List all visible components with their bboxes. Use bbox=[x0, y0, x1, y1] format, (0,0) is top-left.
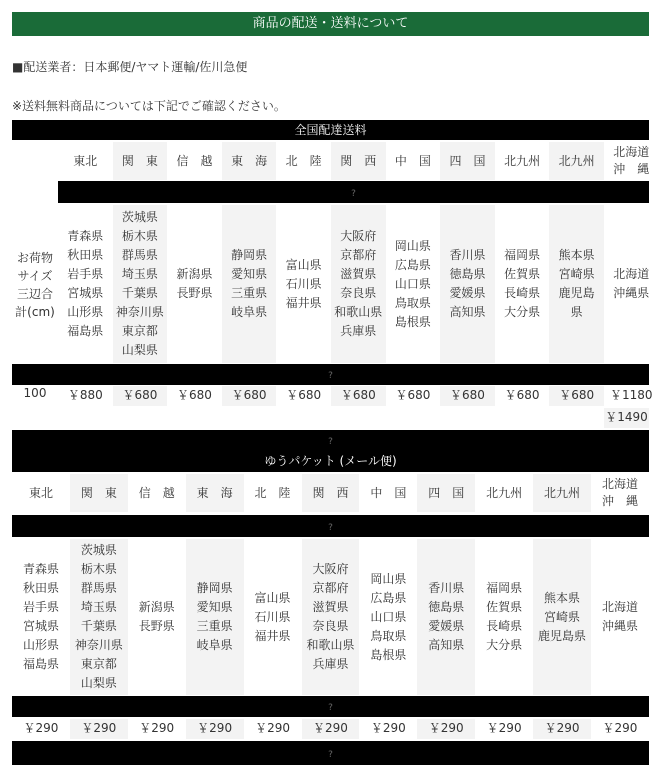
region-header bbox=[186, 474, 244, 512]
price-value: ￥290 bbox=[602, 721, 638, 735]
cell-line: 福島県 bbox=[22, 657, 59, 671]
region-header bbox=[128, 474, 186, 512]
cell-line: 東京都 bbox=[80, 657, 117, 671]
region-header bbox=[359, 474, 417, 512]
cell-line: 信 越 bbox=[176, 153, 213, 168]
cell-line: 静岡県 bbox=[231, 248, 268, 262]
cell-line: 岡山県 bbox=[394, 238, 431, 253]
cell-line: 滋賀県 bbox=[312, 600, 349, 614]
region-header bbox=[244, 474, 302, 512]
cell-line: 沖縄県 bbox=[613, 286, 650, 300]
cell-line: 石川県 bbox=[254, 609, 291, 624]
prefecture-list bbox=[244, 539, 302, 695]
cell-line: 関 東 bbox=[121, 153, 158, 168]
cell-line: 東 海 bbox=[196, 485, 233, 500]
cell-line: 県 bbox=[570, 305, 583, 319]
prefecture-list bbox=[533, 539, 591, 695]
cell-line: 青森県 bbox=[22, 562, 59, 576]
cell-line: 四 国 bbox=[449, 153, 486, 168]
packet-bottom-bar bbox=[12, 741, 649, 765]
cell-line: 茨城県 bbox=[121, 210, 158, 224]
cell-line: 三重県 bbox=[231, 286, 268, 300]
region-header bbox=[549, 142, 604, 180]
placeholder-text: ? bbox=[328, 703, 333, 713]
cell-line: 関 西 bbox=[312, 485, 349, 500]
cell-line: 沖 縄 bbox=[613, 162, 650, 176]
cell-line: 富山県 bbox=[254, 590, 291, 605]
price-value: ￥680 bbox=[504, 388, 540, 402]
packet-title: ゆうパケット (メール便) bbox=[264, 454, 397, 468]
cell-line: 大分県 bbox=[486, 638, 523, 652]
cell-line: 北九州 bbox=[558, 153, 595, 168]
cell-line: 島根県 bbox=[394, 314, 431, 329]
prefecture-list bbox=[70, 539, 128, 695]
cell-line: 愛媛県 bbox=[449, 286, 486, 300]
cell-line: 四 国 bbox=[428, 485, 465, 500]
cell-line: 沖 縄 bbox=[601, 494, 638, 508]
prefecture-list bbox=[302, 539, 360, 695]
cell-line: 熊本県 bbox=[558, 248, 595, 262]
cell-line: 奈良県 bbox=[312, 619, 349, 633]
cell-line: 長崎県 bbox=[486, 619, 523, 633]
cell-line: 神奈川県 bbox=[115, 305, 164, 319]
cell-line: 滋賀県 bbox=[340, 267, 377, 281]
cell-line: 兵庫県 bbox=[312, 657, 349, 671]
cell-line: 京都府 bbox=[312, 581, 349, 595]
region-header bbox=[70, 474, 128, 512]
cell-line: 埼玉県 bbox=[121, 267, 158, 281]
prefecture-list bbox=[167, 205, 222, 363]
region-header bbox=[417, 474, 475, 512]
national-separator-bar bbox=[58, 181, 649, 203]
cell-line: 兵庫県 bbox=[340, 324, 377, 338]
cell-line: 大阪府 bbox=[312, 562, 349, 576]
cell-line: 京都府 bbox=[340, 248, 377, 262]
cell-line: 新潟県 bbox=[176, 267, 213, 281]
cell-line: 中 国 bbox=[394, 153, 431, 168]
price-value: ￥680 bbox=[331, 386, 386, 406]
cell-line: 石川県 bbox=[285, 276, 322, 291]
cell-line: 島根県 bbox=[370, 647, 407, 662]
price-value: ￥680 bbox=[222, 386, 277, 406]
cell-line: お荷物 bbox=[16, 251, 53, 265]
region-header bbox=[533, 474, 591, 512]
cell-line: 山口県 bbox=[370, 609, 407, 624]
placeholder-text: ? bbox=[328, 437, 333, 447]
cell-line: 岡山県 bbox=[370, 571, 407, 586]
prefecture-list bbox=[359, 539, 417, 695]
placeholder-text: ? bbox=[328, 523, 333, 533]
national-title: 全国配達送料 bbox=[294, 123, 367, 137]
price-value: ￥290 bbox=[70, 719, 128, 739]
region-header bbox=[440, 142, 495, 180]
packet-title-bar bbox=[12, 430, 649, 472]
cell-line: サイズ bbox=[17, 269, 53, 283]
prefecture-list bbox=[475, 539, 533, 695]
cell-line: 関 東 bbox=[80, 485, 117, 500]
region-header bbox=[604, 142, 659, 180]
cell-line: 関 西 bbox=[340, 153, 377, 168]
cell-line: 高知県 bbox=[449, 305, 486, 319]
cell-line: 熊本県 bbox=[544, 590, 581, 605]
cell-line: 栃木県 bbox=[80, 562, 117, 576]
prefecture-list bbox=[222, 205, 277, 363]
cell-line: 福島県 bbox=[67, 324, 104, 338]
region-header bbox=[222, 142, 277, 180]
cell-line: 沖縄県 bbox=[601, 619, 638, 633]
cell-line: 福井県 bbox=[254, 628, 291, 643]
cell-line: 佐賀県 bbox=[486, 600, 523, 614]
cell-line: 新潟県 bbox=[138, 600, 175, 614]
cell-line: 岩手県 bbox=[22, 600, 59, 614]
price-value: ￥290 bbox=[139, 721, 175, 735]
price-value: ￥680 bbox=[286, 388, 322, 402]
cell-line: 山梨県 bbox=[121, 343, 158, 357]
cell-line: 長野県 bbox=[138, 619, 175, 633]
prefecture-list bbox=[440, 205, 495, 363]
region-header bbox=[58, 142, 113, 180]
packet-separator-bar bbox=[12, 515, 649, 537]
cell-line: 福岡県 bbox=[486, 581, 523, 595]
prefecture-list bbox=[549, 205, 604, 363]
price-value: ￥680 bbox=[177, 388, 212, 402]
packet-separator-bar bbox=[12, 696, 649, 717]
cell-line: 三辺合 bbox=[16, 287, 53, 301]
region-header bbox=[167, 142, 222, 180]
cell-line: 北海道 bbox=[601, 600, 638, 614]
price-value: ￥290 bbox=[486, 721, 522, 735]
cell-line: 岐阜県 bbox=[231, 305, 268, 319]
cell-line: 富山県 bbox=[285, 257, 322, 272]
cell-line: 山口県 bbox=[394, 276, 431, 291]
price-value: ￥290 bbox=[23, 721, 59, 735]
cell-line: 広島県 bbox=[370, 590, 407, 605]
price-value: ￥290 bbox=[255, 721, 290, 735]
cell-line: 香川県 bbox=[449, 248, 486, 262]
cell-line: 高知県 bbox=[428, 638, 465, 652]
cell-line: 北 陸 bbox=[254, 485, 291, 500]
cell-line: 山形県 bbox=[67, 305, 104, 319]
cell-line: 奈良県 bbox=[340, 286, 377, 300]
cell-line: 長野県 bbox=[176, 286, 213, 300]
cell-line: 愛知県 bbox=[196, 600, 233, 614]
cell-line: 宮崎県 bbox=[544, 609, 581, 624]
cell-line: 静岡県 bbox=[196, 581, 233, 595]
cell-line: 北海道 bbox=[601, 477, 638, 491]
cell-line: 広島県 bbox=[394, 257, 431, 272]
price-value: ￥1180 bbox=[610, 388, 653, 402]
cell-line: 栃木県 bbox=[121, 229, 158, 243]
cell-line: 計(cm) bbox=[15, 305, 55, 319]
cell-line: 大分県 bbox=[504, 305, 541, 319]
price-value-extra: ￥1490 bbox=[604, 408, 649, 428]
cell-line: 千葉県 bbox=[80, 619, 117, 633]
cell-line: 鹿児島県 bbox=[538, 628, 587, 643]
price-value: ￥680 bbox=[113, 386, 168, 406]
size-value: 100 bbox=[23, 386, 47, 400]
national-title-bar bbox=[12, 120, 649, 140]
prefecture-list bbox=[495, 205, 550, 363]
region-header bbox=[331, 142, 386, 180]
cell-line: 北九州 bbox=[504, 153, 541, 168]
prefecture-list bbox=[113, 205, 168, 363]
national-separator-bar bbox=[12, 364, 649, 385]
prefecture-list bbox=[276, 205, 331, 363]
price-value: ￥290 bbox=[370, 721, 406, 735]
cell-line: 愛媛県 bbox=[428, 619, 465, 633]
cell-line: 宮崎県 bbox=[558, 267, 595, 281]
cell-line: 三重県 bbox=[196, 619, 233, 633]
cell-line: 徳島県 bbox=[449, 267, 486, 281]
prefecture-list bbox=[331, 205, 386, 363]
cell-line: 岐阜県 bbox=[196, 638, 233, 652]
cell-line: 愛知県 bbox=[231, 267, 268, 281]
cell-line: 大阪府 bbox=[340, 229, 377, 243]
cell-line: 東京都 bbox=[121, 324, 158, 338]
free-shipping-note: ※送料無料商品については下記でご確認ください。 bbox=[12, 99, 286, 113]
cell-line: 信 越 bbox=[138, 485, 175, 500]
cell-line: 群馬県 bbox=[80, 581, 117, 595]
cell-line: 香川県 bbox=[428, 581, 465, 595]
price-value: ￥290 bbox=[417, 719, 475, 739]
region-header bbox=[276, 142, 331, 180]
price-value: ￥680 bbox=[395, 388, 431, 402]
prefecture-list bbox=[58, 205, 113, 363]
cell-line: 鳥取県 bbox=[370, 628, 407, 643]
prefecture-list bbox=[591, 539, 649, 695]
size-label bbox=[12, 205, 58, 365]
price-value: ￥290 bbox=[302, 719, 360, 739]
price-value: ￥290 bbox=[533, 719, 591, 739]
prefecture-list bbox=[128, 539, 186, 695]
cell-line: 福岡県 bbox=[504, 248, 541, 262]
cell-line: 北海道 bbox=[613, 145, 650, 159]
cell-line: 北九州 bbox=[544, 485, 581, 500]
cell-line: 青森県 bbox=[67, 229, 104, 243]
region-header bbox=[591, 474, 649, 512]
cell-line: 宮城県 bbox=[67, 286, 104, 300]
cell-line: 秋田県 bbox=[67, 248, 104, 262]
cell-line: 東 海 bbox=[231, 153, 268, 168]
cell-line: 中 国 bbox=[370, 485, 407, 500]
cell-line: 和歌山県 bbox=[334, 305, 383, 319]
placeholder-text: ? bbox=[351, 189, 356, 199]
cell-line: 千葉県 bbox=[121, 286, 158, 300]
cell-line: 群馬県 bbox=[121, 248, 158, 262]
prefecture-list bbox=[186, 539, 244, 695]
cell-line: 埼玉県 bbox=[80, 600, 117, 614]
cell-line: 宮城県 bbox=[22, 619, 59, 633]
region-header bbox=[475, 474, 533, 512]
price-value: ￥680 bbox=[440, 386, 495, 406]
placeholder-text: ? bbox=[328, 750, 333, 760]
cell-line: 福井県 bbox=[285, 295, 322, 310]
region-header bbox=[495, 142, 550, 180]
cell-line: 鹿児島 bbox=[558, 286, 595, 300]
cell-line: 徳島県 bbox=[428, 600, 465, 614]
cell-line: 北九州 bbox=[486, 485, 523, 500]
cell-line: 山梨県 bbox=[80, 676, 117, 690]
cell-line: 岩手県 bbox=[67, 267, 104, 281]
cell-line: 長崎県 bbox=[504, 286, 541, 300]
cell-line: 神奈川県 bbox=[74, 638, 123, 652]
prefecture-list bbox=[12, 539, 70, 695]
cell-line: 秋田県 bbox=[22, 581, 59, 595]
placeholder-text: ? bbox=[328, 371, 333, 381]
prefecture-list bbox=[604, 205, 659, 363]
prefecture-list bbox=[417, 539, 475, 695]
cell-line: 鳥取県 bbox=[394, 295, 431, 310]
cell-line: 北 陸 bbox=[285, 153, 322, 168]
cell-line: 佐賀県 bbox=[504, 267, 541, 281]
cell-line: 山形県 bbox=[22, 638, 59, 652]
region-header bbox=[386, 142, 441, 180]
carriers-note: ■配送業者：日本郵便/ヤマト運輸/佐川急便 bbox=[12, 60, 248, 74]
region-header bbox=[302, 474, 360, 512]
price-value: ￥680 bbox=[549, 386, 604, 406]
region-header bbox=[12, 474, 70, 512]
cell-line: 東北 bbox=[28, 485, 53, 500]
page-header: 商品の配送・送料について bbox=[12, 12, 649, 36]
cell-line: 東北 bbox=[73, 153, 98, 168]
region-header bbox=[113, 142, 168, 180]
price-value: ￥290 bbox=[186, 719, 244, 739]
price-value: ￥880 bbox=[67, 388, 103, 402]
cell-line: 茨城県 bbox=[80, 543, 117, 557]
prefecture-list bbox=[386, 205, 441, 363]
cell-line: 北海道 bbox=[613, 267, 650, 281]
cell-line: 和歌山県 bbox=[306, 638, 355, 652]
